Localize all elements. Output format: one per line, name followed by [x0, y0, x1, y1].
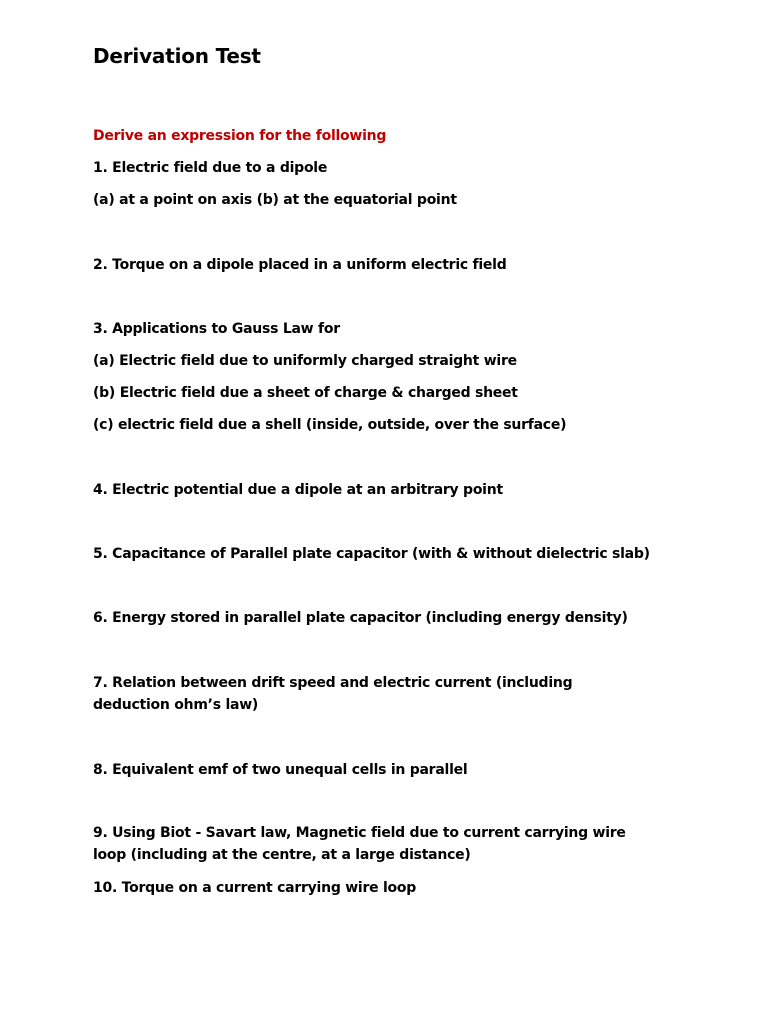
question-1: 1. Electric field due to a dipole — [93, 160, 328, 176]
instruction-text: Derive an expression for the following — [93, 128, 387, 144]
question-10: 10. Torque on a current carrying wire loop — [93, 880, 417, 896]
question-2: 2. Torque on a dipole placed in a uniform electric field — [93, 257, 507, 273]
question-9: 9. Using Biot - Savart law, Magnetic field due to current carrying wire loop (including at the centre, at a large distance) — [93, 825, 626, 863]
question-3-part-c: (c) electric field due a shell (inside, outside, over the surface) — [93, 417, 567, 433]
question-7: 7. Relation between drift speed and electric current (including deduction ohm’s law) — [93, 675, 573, 713]
question-6: 6. Energy stored in parallel plate capacitor (including energy density) — [93, 610, 628, 626]
question-8: 8. Equivalent emf of two unequal cells in parallel — [93, 762, 468, 778]
question-3-part-b: (b) Electric field due a sheet of charge & charged sheet — [93, 385, 518, 401]
question-4: 4. Electric potential due a dipole at an arbitrary point — [93, 482, 503, 498]
question-3: 3. Applications to Gauss Law for — [93, 321, 340, 337]
question-3-part-a: (a) Electric field due to uniformly charged straight wire — [93, 353, 517, 369]
page-title: Derivation Test — [93, 44, 261, 68]
question-1-parts: (a) at a point on axis (b) at the equatorial point — [93, 192, 457, 208]
question-5: 5. Capacitance of Parallel plate capacitor (with & without dielectric slab) — [93, 546, 650, 562]
